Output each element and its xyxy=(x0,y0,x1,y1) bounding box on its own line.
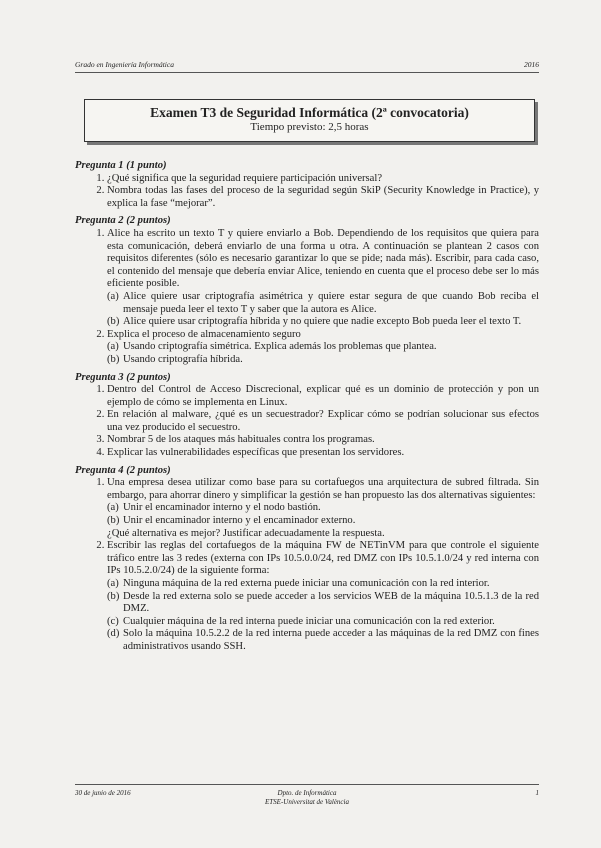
sub-item: (a) Unir el encaminador interno y el nodo bastión. xyxy=(107,502,321,514)
question-item: 2. En relación al malware, ¿qué es un secuestrador? Explicar cómo se podrían solucionar sus efectos una vez producido el secuestro. xyxy=(107,409,539,434)
sub-item: (b) Usando criptografía híbrida. xyxy=(107,353,243,365)
question-item: 3. Nombrar 5 de los ataques más habituales contra los programas. xyxy=(107,434,539,447)
sub-items xyxy=(107,502,539,527)
footer-date: 30 de junio de 2016 xyxy=(75,789,131,797)
footer-page-number: 1 xyxy=(535,789,539,797)
sub-item: (a) Alice quiere usar criptografía asimétrica y quiere estar segura de que cuando Bob reciba el mensaje pueda leer el texto T y saber que la autora es Alice. xyxy=(107,290,539,315)
question-items xyxy=(75,384,539,460)
sub-item: (b) Alice quiere usar criptografía híbrida y no quiere que nadie excepto Bob pueda leer el texto T. xyxy=(107,316,522,328)
sub-item: (c) Cualquier máquina de la red interna puede iniciar una comunicación con la red exterior. xyxy=(107,615,495,627)
question-item: 2. Nombra todas las fases del proceso de la seguridad según SkiP (Security Knowledge in Practice), y explica la fase “mejorar”. xyxy=(107,185,539,210)
question-item-text: 2. Escribir las reglas del cortafuegos de la máquina FW de NETinVM para que controle el siguiente tráfico entre las 3 redes (externa con IPs 10.5.0.0/24, red DMZ con IPs 10.5.1.0/24 y red interna con IPs 10.5.2.0/24) de la siguiente forma: xyxy=(107,540,539,577)
question-item xyxy=(107,329,539,367)
sub-item: (a) Usando criptografía simétrica. Explica además los problemas que plantea. xyxy=(107,341,437,353)
sub-item: (d) Solo la máquina 10.5.2.2 de la red interna puede acceder a las máquinas de la red DMZ con fines administrativos usando SSH. xyxy=(107,628,539,652)
footer-dept-name: Dpto. de Informática xyxy=(277,789,337,797)
question-item: 1. ¿Qué significa que la seguridad requiere participación universal? xyxy=(107,173,539,186)
question-heading: Pregunta 4 (2 puntos) xyxy=(75,464,171,476)
sub-item: (b) Unir el encaminador interno y el encaminador externo. xyxy=(107,515,356,527)
question-heading: Pregunta 3 (2 puntos) xyxy=(75,371,171,383)
question-item xyxy=(107,228,539,329)
footer-department xyxy=(75,789,539,806)
question-item xyxy=(107,477,539,540)
sub-items xyxy=(107,291,539,329)
sub-items xyxy=(107,341,539,366)
question-item-text: 2. Explica el proceso de almacenamiento seguro xyxy=(107,328,301,340)
title-box xyxy=(84,99,535,142)
question-item-text: 1. Una empresa desea utilizar como base para su cortafuegos una arquitectura de subred filtrada. Sin embargo, para ahorrar dinero y simplificar la gestión se han propuesto las dos alternativas siguientes: xyxy=(107,477,539,501)
question-items xyxy=(75,477,539,653)
footer-school-name: ETSE-Universitat de València xyxy=(265,797,349,806)
question-items xyxy=(75,173,539,211)
question-items xyxy=(75,228,539,367)
question-item xyxy=(107,540,539,653)
header-rule xyxy=(75,72,539,73)
question-heading: Pregunta 2 (2 puntos) xyxy=(75,215,171,227)
question-item-text: 1. Alice ha escrito un texto T y quiere enviarlo a Bob. Dependiendo de los requisitos que quiera para esta comunicación, deberá enviarlo de una forma u otra. A continuación se plantean 2 casos con requisitos diferentes (sólo es necesario garantizar lo que se pide; nada más). Escribir, para cada caso, el contenido del mensaje que debería enviar Alice, teniendo en cuenta que el proceso debe ser lo más eficiente posible. xyxy=(107,227,539,290)
exam-title: Examen T3 de Seguridad Informática (2ª convocatoria) xyxy=(150,105,469,120)
question-heading: Pregunta 1 (1 punto) xyxy=(75,160,167,171)
question-item: 1. Dentro del Control de Acceso Discrecional, explicar qué es un dominio de protección y pon un ejemplo de cómo se implementa en Linux. xyxy=(107,384,539,409)
sub-items xyxy=(107,578,539,654)
exam-content xyxy=(75,160,539,654)
question-item-followup: ¿Qué alternativa es mejor? Justificar adecuadamente la respuesta. xyxy=(107,527,385,539)
exam-duration: Tiempo previsto: 2,5 horas xyxy=(250,121,369,133)
header-degree: Grado en Ingeniería Informática xyxy=(75,60,174,69)
question-item: 4. Explicar las vulnerabilidades específicas que presentan los servidores. xyxy=(107,447,539,460)
footer-rule xyxy=(75,784,539,785)
sub-item: (a) Ninguna máquina de la red externa puede iniciar una comunicación con la red interior. xyxy=(107,578,490,589)
sub-item: (b) Desde la red externa solo se puede acceder a los servicios WEB de la máquina 10.5.1.3 de la red DMZ. xyxy=(107,590,539,615)
page-header xyxy=(75,60,539,69)
header-year: 2016 xyxy=(524,60,539,69)
